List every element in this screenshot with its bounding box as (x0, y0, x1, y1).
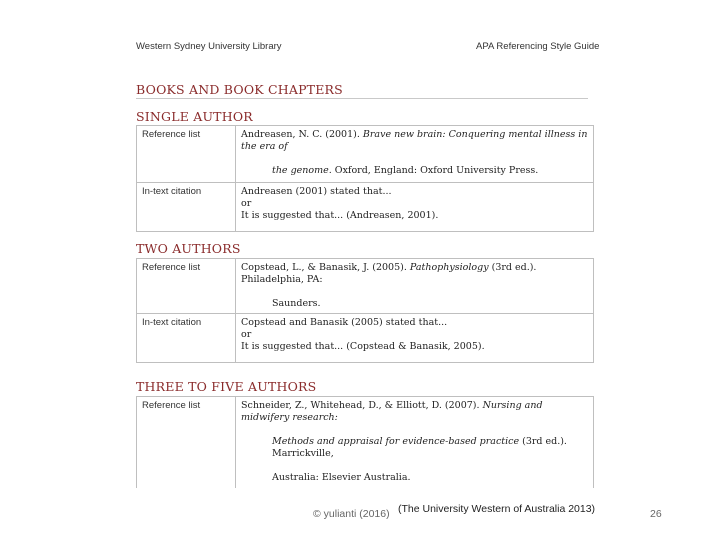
reference-list-entry (236, 259, 594, 314)
reference-publisher: . Oxford, England: Oxford University Press. (328, 165, 539, 176)
in-text-citation-entry (236, 314, 594, 363)
reference-list-label: Reference list (137, 397, 236, 489)
two-authors-table (136, 258, 594, 363)
reference-title: Pathophysiology (409, 262, 489, 273)
in-text-line: or (241, 198, 252, 209)
reference-line-2: Saunders. (272, 298, 321, 309)
in-text-line: It is suggested that... (Andreasen, 2001). (241, 210, 439, 221)
reference-title-cont: Methods and appraisal for evidence-based practice (272, 436, 520, 447)
table-row (137, 183, 594, 232)
in-text-line: or (241, 329, 252, 340)
reference-authors: Copstead, L., & Banasik, J. (2005). (241, 262, 410, 273)
reference-list-label: Reference list (137, 126, 236, 183)
footer-source: (The University Western of Australia 2013) (398, 503, 596, 515)
reference-line-2 (241, 165, 588, 177)
reference-line-3: Australia: Elsevier Australia. (272, 472, 411, 483)
in-text-line: Copstead and Banasik (2005) stated that... (241, 317, 448, 328)
reference-list-label: Reference list (137, 259, 236, 314)
table-row (137, 126, 594, 183)
in-text-citation-label: In-text citation (137, 314, 236, 363)
subsection-three-to-five-authors-title: THREE TO FIVE AUTHORS (136, 379, 317, 394)
reference-line-2 (241, 436, 588, 460)
subsection-single-author-title: SINGLE AUTHOR (136, 109, 253, 124)
section-divider (136, 98, 588, 99)
reference-title: Brave new brain: Conquering mental illness in the era of (241, 129, 588, 152)
section-title: BOOKS AND BOOK CHAPTERS (136, 82, 343, 97)
subsection-two-authors-title: TWO AUTHORS (136, 241, 241, 256)
header-guide-title: APA Referencing Style Guide (476, 41, 600, 52)
single-author-table (136, 125, 594, 232)
reference-line-1 (241, 262, 588, 286)
table-row (137, 259, 594, 314)
reference-authors: Andreasen, N. C. (2001). (241, 129, 363, 140)
three-to-five-authors-table (136, 396, 594, 488)
header-library-name: Western Sydney University Library (136, 41, 282, 52)
reference-edition: (3rd ed.). Philadelphia, PA: (241, 262, 537, 285)
table-row (137, 397, 594, 489)
in-text-citation-entry (236, 183, 594, 232)
reference-title: Nursing and midwifery research: (241, 400, 543, 423)
reference-authors: Schneider, Z., Whitehead, D., & Elliott, D. (2007). (241, 400, 483, 411)
in-text-line: It is suggested that... (Copstead & Banasik, 2005). (241, 341, 485, 352)
in-text-line: Andreasen (2001) stated that... (241, 186, 392, 197)
footer-copyright: © yulianti (2016) (313, 508, 390, 520)
reference-line-1 (241, 129, 588, 153)
reference-title-cont: the genome (272, 165, 329, 176)
in-text-citation-label: In-text citation (137, 183, 236, 232)
reference-list-entry (236, 126, 594, 183)
reference-edition: (3rd ed.). Marrickville, (272, 436, 567, 459)
table-row (137, 314, 594, 363)
reference-line-1 (241, 400, 588, 424)
page-number: 26 (650, 508, 662, 520)
reference-list-entry (236, 397, 594, 489)
